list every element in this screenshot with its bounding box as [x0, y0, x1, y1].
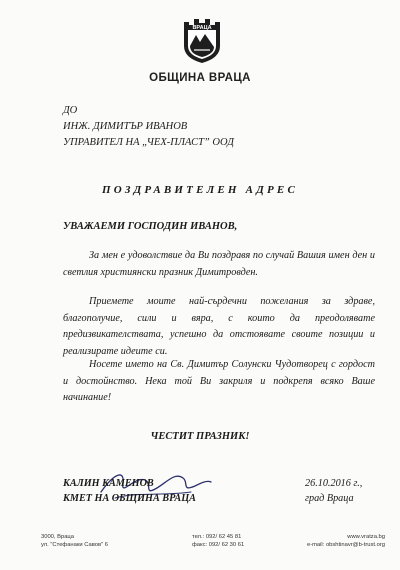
svg-text:ВРАЦА: ВРАЦА	[192, 25, 212, 31]
document-title: ПОЗДРАВИТЕЛЕН АДРЕС	[101, 184, 299, 196]
footer-phone: тел.: 092/ 62 45 81	[192, 534, 242, 540]
footer-address-line2: ул. "Стефанаки Савов" 6	[41, 542, 108, 548]
footer-fax: факс: 092/ 62 30 61	[192, 542, 245, 548]
addressee-name: ИНЖ. ДИМИТЪР ИВАНОВ	[63, 121, 188, 132]
addressee-to: ДО	[63, 105, 78, 116]
signer-title: КМЕТ НА ОБЩИНА ВРАЦА	[63, 493, 196, 504]
addressee-position: УПРАВИТЕЛ НА „ЧЕХ-ПЛАСТ” ООД	[63, 137, 234, 148]
footer-website-link[interactable]: www.vratza.bg	[347, 534, 385, 540]
footer-address-line1: 3000, Враца	[41, 534, 74, 540]
body-paragraph-3: Носете името на Св. Димитър Солунски Чудотворец с гордост и достойнство. Нека той Ви закриля и подкрепя всяко Ваше начинание!	[63, 359, 375, 403]
body-paragraph-1: За мен е удоволствие да Ви поздравя по случай Вашия имен ден и светлия християнски празник Димитровден.	[63, 250, 375, 278]
organization-name: ОБЩИНА ВРАЦА	[149, 72, 251, 84]
document-date: 26.10.2016 г.,	[305, 478, 363, 489]
closing-greeting: ЧЕСТИТ ПРАЗНИК!	[150, 431, 250, 442]
document-place: град Враца	[305, 493, 354, 504]
body-paragraph-2: Приемете моите най-сърдечни пожелания за здраве, благополучие, сили и вяра, с които да преодолявате предизвикателствата, успешно да отстоявате своите позиции и реализирате идеите си.	[63, 296, 375, 357]
vratsa-coat-of-arms-icon	[180, 16, 224, 64]
footer-email-link[interactable]: e-mail: obshtinavr@b-trust.org	[306, 542, 385, 548]
signer-name: КАЛИН КАМЕНОВ	[63, 478, 154, 489]
salutation: УВАЖАЕМИ ГОСПОДИН ИВАНОВ,	[63, 221, 238, 232]
